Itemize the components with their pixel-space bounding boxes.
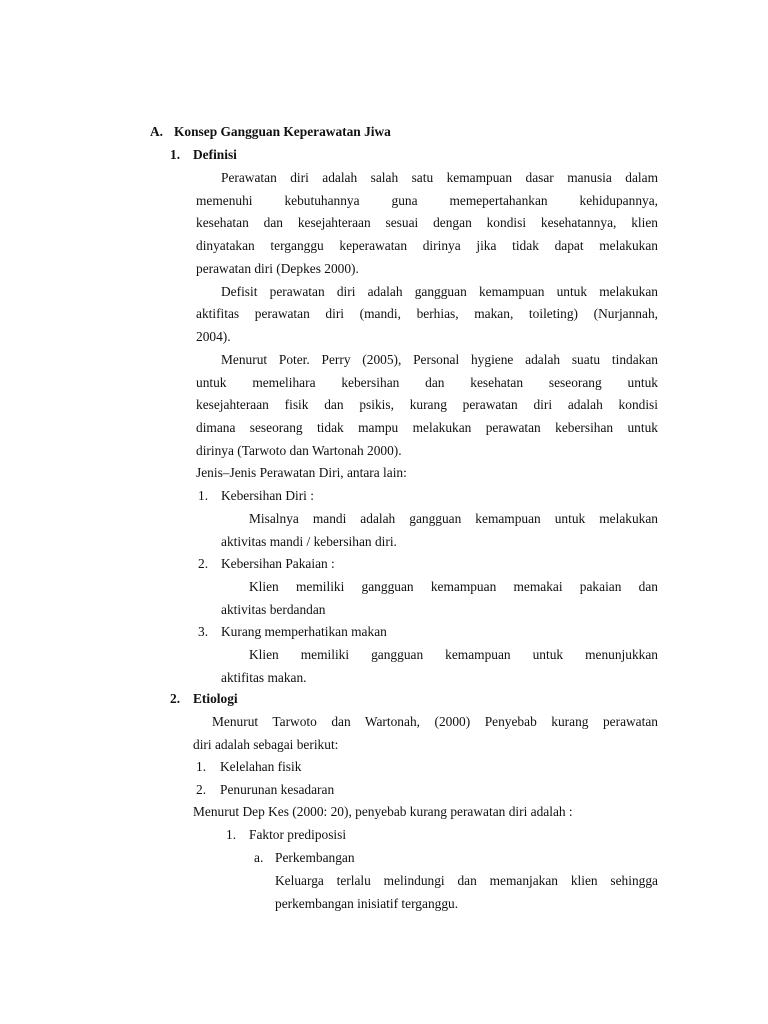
sublist-marker: a.	[254, 850, 264, 865]
paragraph-line: kesehatan dan kesejahteraan sesuai dengan kondisi kesehatannya, klien	[196, 215, 658, 230]
paragraph-line: memenuhi kebutuhannya guna memepertahankan kehidupannya,	[196, 193, 658, 208]
depkes-intro: Menurut Dep Kes (2000: 20), penyebab kurang perawatan diri adalah :	[193, 804, 573, 819]
list-item-label: Kurang memperhatikan makan	[221, 624, 387, 639]
paragraph-line: untuk memelihara kebersihan dan kesehatan seseorang untuk	[196, 375, 658, 390]
section-a-title: Konsep Gangguan Keperawatan Jiwa	[174, 124, 391, 139]
list-marker: 1.	[226, 827, 237, 842]
paragraph-line: diri adalah sebagai berikut:	[193, 737, 339, 752]
sublist-item-desc: Keluarga terlalu melindungi dan memanjakan klien sehingga	[275, 873, 658, 888]
list-marker: 1.	[198, 488, 209, 503]
paragraph-line: Defisit perawatan diri adalah gangguan kemampuan untuk melakukan	[221, 284, 658, 299]
definisi-title: Definisi	[193, 147, 237, 162]
paragraph-line: dirinya (Tarwoto dan Wartonah 2000).	[196, 443, 402, 458]
paragraph-line: dimana seseorang tidak mampu melakukan perawatan kebersihan untuk	[196, 420, 658, 435]
list-item-label: Kebersihan Diri :	[221, 488, 314, 503]
paragraph-line: Perawatan diri adalah salah satu kemampuan dasar manusia dalam	[221, 170, 658, 185]
list-item-desc: Klien memiliki gangguan kemampuan untuk menunjukkan	[249, 647, 658, 662]
sublist-item-label: Perkembangan	[275, 850, 355, 865]
list-marker: 1.	[196, 759, 207, 774]
definisi-marker: 1.	[170, 147, 181, 162]
paragraph-line: Menurut Tarwoto dan Wartonah, (2000) Penyebab kurang perawatan	[212, 714, 658, 729]
jenis-intro: Jenis–Jenis Perawatan Diri, antara lain:	[196, 465, 407, 480]
list-item-desc: aktivitas berdandan	[221, 602, 326, 617]
paragraph-line: 2004).	[196, 329, 231, 344]
etiologi-title: Etiologi	[193, 691, 238, 706]
list-item-desc: Klien memiliki gangguan kemampuan memakai pakaian dan	[249, 579, 658, 594]
list-item-desc: Misalnya mandi adalah gangguan kemampuan untuk melakukan	[249, 511, 658, 526]
list-marker: 2.	[198, 556, 209, 571]
etiologi-marker: 2.	[170, 691, 181, 706]
paragraph-line: Menurut Poter. Perry (2005), Personal hygiene adalah suatu tindakan	[221, 352, 658, 367]
list-item-label: Faktor prediposisi	[249, 827, 347, 842]
list-marker: 3.	[198, 624, 209, 639]
paragraph-line: kesejahteraan fisik dan psikis, kurang perawatan diri adalah kondisi	[196, 397, 658, 412]
section-a-marker: A.	[150, 124, 164, 139]
list-item-label: Kelelahan fisik	[220, 759, 302, 774]
paragraph-line: aktifitas perawatan diri (mandi, berhias, makan, toileting) (Nurjannah,	[196, 306, 658, 321]
list-item-label: Penurunan kesadaran	[220, 782, 335, 797]
paragraph-line: perawatan diri (Depkes 2000).	[196, 261, 359, 276]
list-item-desc: aktivitas mandi / kebersihan diri.	[221, 534, 397, 549]
list-item-desc: aktifitas makan.	[221, 670, 307, 685]
sublist-item-desc: perkembangan inisiatif terganggu.	[275, 896, 459, 911]
paragraph-line: dinyatakan terganggu keperawatan dirinya jika tidak dapat melakukan	[196, 238, 658, 253]
list-marker: 2.	[196, 782, 207, 797]
list-item-label: Kebersihan Pakaian :	[221, 556, 335, 571]
